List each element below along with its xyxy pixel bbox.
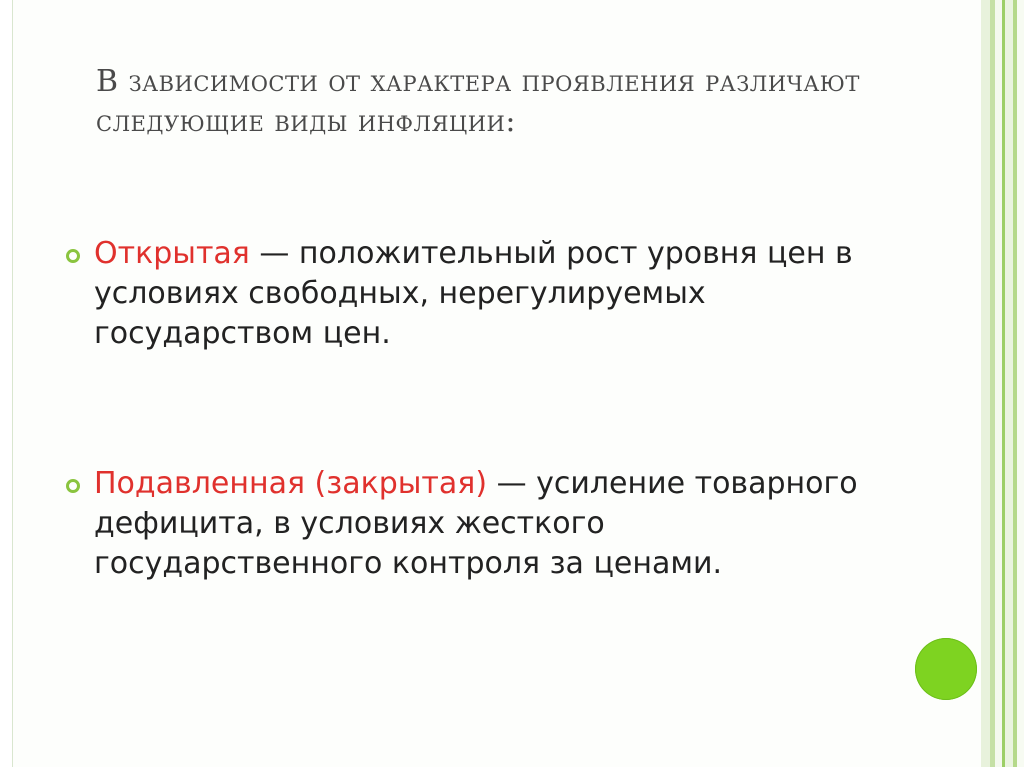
decorative-stripe (1017, 0, 1024, 767)
bullet-description: — усиление товарного дефицита, в условиях жесткого государственного контроля за ценами. (94, 466, 858, 581)
decorative-stripe (995, 0, 1002, 767)
decorative-stripe (1005, 0, 1013, 767)
ring-bullet-icon (66, 479, 80, 493)
bullet-item-open (66, 234, 886, 354)
decorative-stripe (981, 0, 990, 767)
bullet-description: — положительный рост уровня цен в условиях свободных, нерегулируемых государством цен. (94, 236, 853, 351)
bullet-text (94, 464, 886, 584)
bullet-term: Подавленная (закрытая) (94, 466, 488, 501)
slide-title: В зависимости от характера проявления различают следующие виды инфляции: (96, 64, 860, 139)
bullet-term: Открытая (94, 236, 250, 271)
green-circle-icon (915, 638, 977, 700)
ring-bullet-icon (66, 249, 80, 263)
bullet-text (94, 234, 886, 354)
bullet-item-suppressed (66, 464, 886, 584)
